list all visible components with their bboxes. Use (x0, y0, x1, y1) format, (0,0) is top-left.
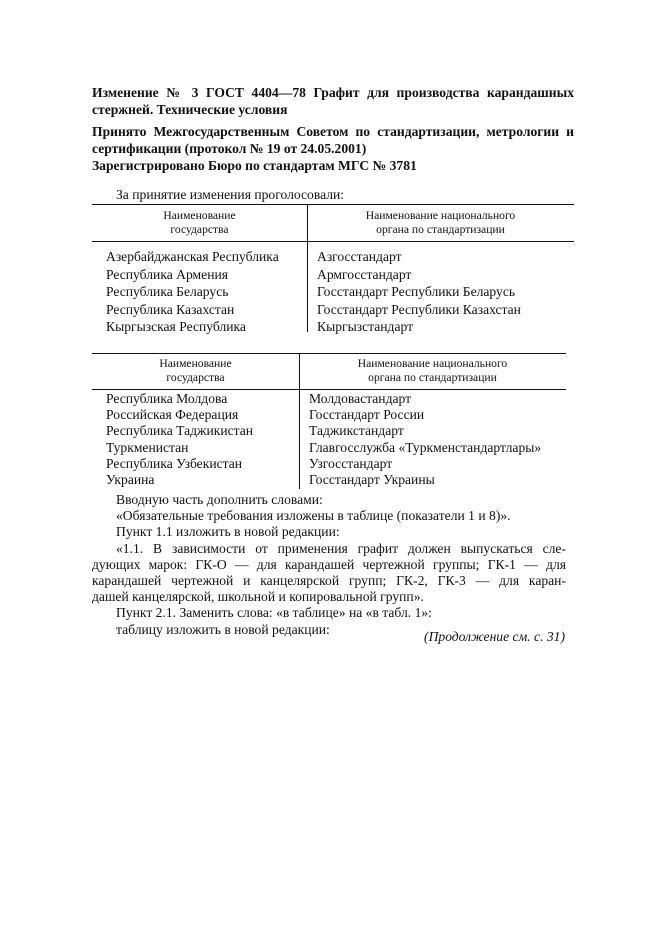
table1-col-state-header (92, 209, 307, 237)
table-cell-state: Республика Беларусь (106, 284, 229, 299)
table2-col-organ-header-line2: органа по стандартизации (368, 371, 497, 384)
paragraph-intro-addition: Вводную часть дополнить словами: (116, 492, 323, 507)
table1-col-state-header-line1: Наименование (163, 209, 236, 222)
table-cell-organ: Госстандарт Республики Беларусь (317, 284, 516, 299)
paragraph-1-1-line2: дующих марок: ГК-О — для карандашей чертежной группы; ГК-1 — для (92, 556, 566, 572)
table-cell-organ: Узгосстандарт (309, 455, 393, 471)
table-cell-organ: Госстандарт Украины (309, 471, 435, 487)
table2-header-rule (92, 389, 566, 390)
table2-col-state-header (92, 357, 299, 385)
paragraph-1-1-line4: дашей канцелярской, школьной и копировальной групп». (92, 589, 424, 605)
amendment-body (92, 492, 566, 638)
table-cell-state: Республика Казахстан (106, 301, 235, 317)
table1-col-state-header-line2: государства (170, 223, 229, 236)
table-cell-organ: Молдовастандарт (309, 391, 412, 406)
table1-header-rule (92, 241, 574, 242)
paragraph-1-1-line1: «1.1. В зависимости от применения графит должен выпускаться сле- (116, 540, 566, 556)
paragraph-1-1-line3: карандашей чертежной и канцелярской групп; ГК-2, ГК-3 — для каран- (92, 573, 566, 589)
paragraph-clause-1-1: Пункт 1.1 изложить в новой редакции: (116, 524, 340, 540)
paragraph-table-new-edition: таблицу изложить в новой редакции: (116, 621, 330, 637)
table1-col-organ-header-line1: Наименование национального (365, 209, 516, 222)
table-cell-state: Кыргызская Республика (106, 319, 246, 334)
table-cell-organ: Кыргызстандарт (317, 319, 414, 334)
table1-organ-column (317, 248, 521, 336)
table-cell-organ: Азгосстандарт (317, 249, 402, 264)
voting-intro: За принятие изменения проголосовали: (116, 187, 345, 202)
title-line-1: Изменение № 3 ГОСТ 4404—78 Графит для производства карандашных (92, 85, 574, 100)
table2-state-column (106, 391, 253, 488)
registration-line: Зарегистрировано Бюро по стандартам МГС № 3781 (92, 158, 417, 173)
document-title (92, 84, 574, 118)
table2-top-rule (92, 353, 566, 354)
title-line-2: стержней. Технические условия (92, 102, 288, 117)
table2-col-organ-header-line1: Наименование национального (357, 357, 508, 370)
paragraph-clause-2-1: Пункт 2.1. Заменить слова: «в таблице» на «в табл. 1»: (116, 605, 432, 621)
table-cell-state: Республика Таджикистан (106, 423, 254, 439)
table-cell-state: Азербайджанская Республика (106, 249, 279, 264)
table-cell-state: Украина (106, 471, 155, 487)
table1-col-organ-header (307, 209, 574, 237)
table-cell-organ: Армгосстандарт (317, 266, 412, 282)
table-cell-organ: Таджикстандарт (309, 423, 404, 439)
table2-col-state-header-line2: государства (166, 371, 225, 384)
table1-top-rule (92, 204, 574, 205)
table2-organ-column (309, 391, 541, 488)
paragraph-mandatory-requirements: «Обязательные требования изложены в таблице (показатели 1 и 8)». (116, 508, 511, 524)
table-cell-state: Республика Армения (106, 266, 228, 282)
table-cell-organ: Госстандарт Республики Казахстан (317, 301, 521, 317)
table-cell-state: Туркменистан (106, 439, 189, 455)
continuation-note: (Продолжение см. с. 31) (424, 629, 565, 644)
adoption-line-2: сертификации (протокол № 19 от 24.05.2001) (92, 141, 367, 156)
adoption-note (92, 123, 574, 174)
table-cell-organ: Главгосслужба «Туркменстандартлары» (309, 439, 542, 455)
table2-col-state-header-line1: Наименование (159, 357, 232, 370)
table-cell-state: Российская Федерация (106, 407, 239, 423)
table1-col-organ-header-line2: органа по стандартизации (376, 223, 505, 236)
table1-state-column (106, 248, 279, 336)
table-cell-organ: Госстандарт России (309, 407, 425, 423)
table-cell-state: Республика Молдова (106, 391, 228, 406)
table2-col-organ-header (299, 357, 566, 385)
adoption-line-1: Принято Межгосударственным Советом по стандартизации, метрологии и (92, 124, 574, 139)
table-cell-state: Республика Узбекистан (106, 455, 243, 471)
